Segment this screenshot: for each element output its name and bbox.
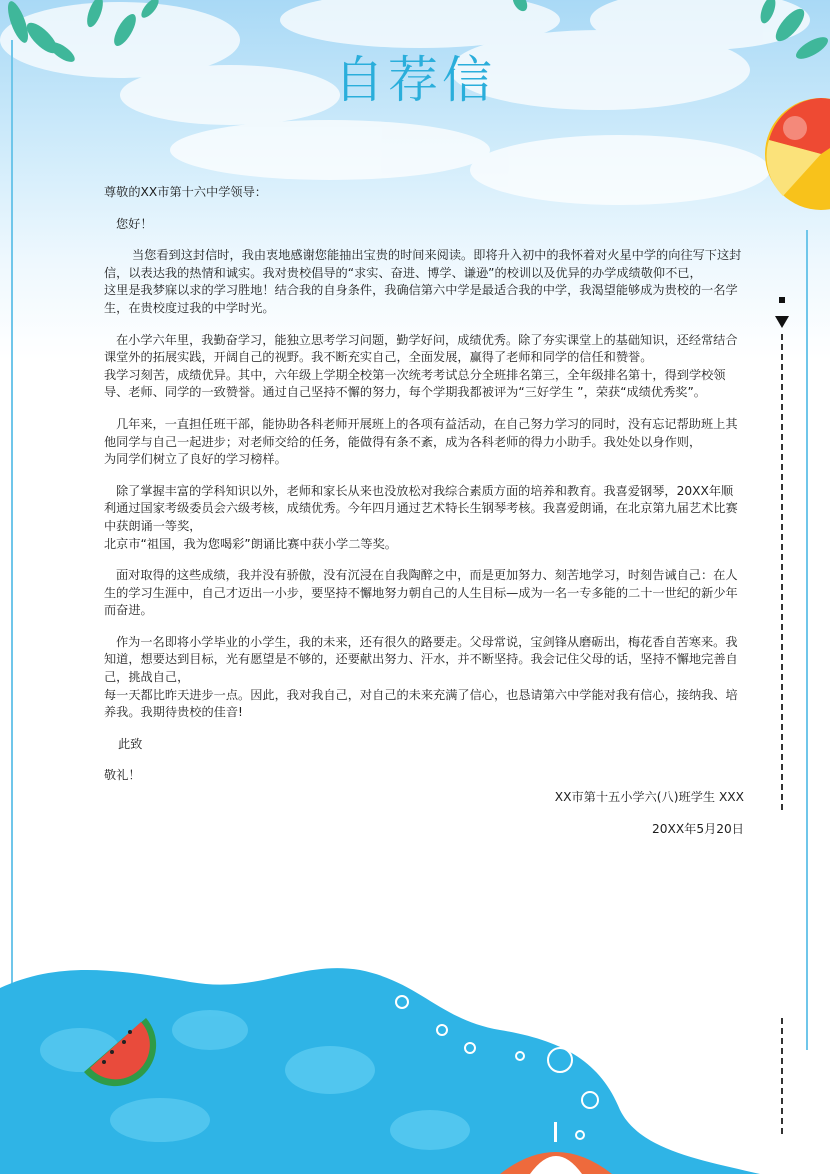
marker-square-icon xyxy=(779,297,785,303)
paragraph-3: 在小学六年里，我勤奋学习，能独立思考学习问题，勤学好问，成绩优秀。除了夯实课堂上的基础知识，还经常结合课堂外的拓展实践，开阔自己的视野。我不断充实自己，全面发展，赢得了老师和同学的信任和赞誉。 xyxy=(104,332,738,365)
paragraph-10: 作为一名即将小学毕业的小学生，我的未来，还有很久的路要走。父母常说，宝剑锋从磨砺出，梅花香自苦寒来。我知道，想要达到目标，光有愿望是不够的，还要献出努力、汗水，并不断坚持。我会记住父母的话，坚持不懈地完善自己，挑战自己， xyxy=(104,634,738,685)
frame-right xyxy=(806,230,808,1050)
salute: 敬礼！ xyxy=(104,768,141,783)
paragraph-9: 面对取得的这些成绩，我并没有骄傲，没有沉浸在自我陶醉之中，而是更加努力、刻苦地学习，时刻告诫自己：在人生的学习生涯中，自己才迈出一小步，要坚持不懈地努力朝自己的人生目标—成为一名一专多能的二十一世纪的新少年而奋进。 xyxy=(104,568,738,618)
paragraph-8: 北京市“祖国，我为您喝彩”朗诵比赛中获小学二等奖。 xyxy=(104,536,397,551)
letter-body xyxy=(104,184,744,838)
paragraph-6: 为同学们树立了良好的学习榜样。 xyxy=(104,452,287,467)
dashed-line-top xyxy=(781,334,783,814)
marker-arrow-icon xyxy=(775,316,789,328)
paragraph-1: 当您看到这封信时，我由衷地感谢您能抽出宝贵的时间来阅读。即将升入初中的我怀着对火星中学的向往写下这封信，以表达我的热情和诚实。我对贵校倡导的“求实、奋进、博学、谦逊”的校训以及优异的办学成绩敬仰不已， xyxy=(104,248,742,280)
paragraph-7: 除了掌握丰富的学科知识以外，老师和家长从来也没放松对我综合素质方面的培养和教育。我喜爱钢琴，20XX年顺利通过国家考级委员会六级考核，成绩优秀。今年四月通过艺术特长生钢琴考核。我喜爱朗诵，在北京第九届艺术比赛中获朗诵一等奖， xyxy=(104,483,738,533)
paragraph-2: 这里是我梦寐以求的学习胜地！结合我的自身条件，我确信第六中学是最适合我的中学，我渴望能够成为贵校的一名学生，在贵校度过我的中学时光。 xyxy=(104,283,738,315)
hello: 您好！ xyxy=(116,216,153,231)
greeting: 尊敬的XX市第十六中学领导： xyxy=(104,185,267,199)
signature: XX市第十五小学六(八)班学生 XXX xyxy=(554,790,744,805)
date: 20XX年5月20日 xyxy=(651,821,744,836)
page-title: 自荐信 xyxy=(334,51,496,109)
paragraph-5: 几年来，一直担任班干部，能协助各科老师开展班上的各项有益活动，在自己努力学习的同时，没有忘记帮助班上其他同学与自己一起进步；对老师交给的任务，能做得有条不紊，成为各科老师的得力小助手。我处处以身作则， xyxy=(104,416,738,449)
paragraph-4: 我学习刻苦，成绩优异。其中，六年级上学期全校第一次统考考试总分全班排名第三，全年级排名第十，得到学校领导、老师、同学的一致赞誉。通过自己坚持不懈的努力，每个学期我都被评为“三好学生 ”，荣获“成绩优秀奖”。 xyxy=(104,367,726,400)
frame-left xyxy=(11,40,13,1040)
paragraph-11: 每一天都比昨天进步一点。因此，我对我自己，对自己的未来充满了信心，也恳请第六中学能对我有信心，接纳我、培养我。我期待贵校的佳音! xyxy=(104,687,738,720)
sea-decoration xyxy=(0,960,830,1174)
closing: 此致 xyxy=(118,736,143,751)
